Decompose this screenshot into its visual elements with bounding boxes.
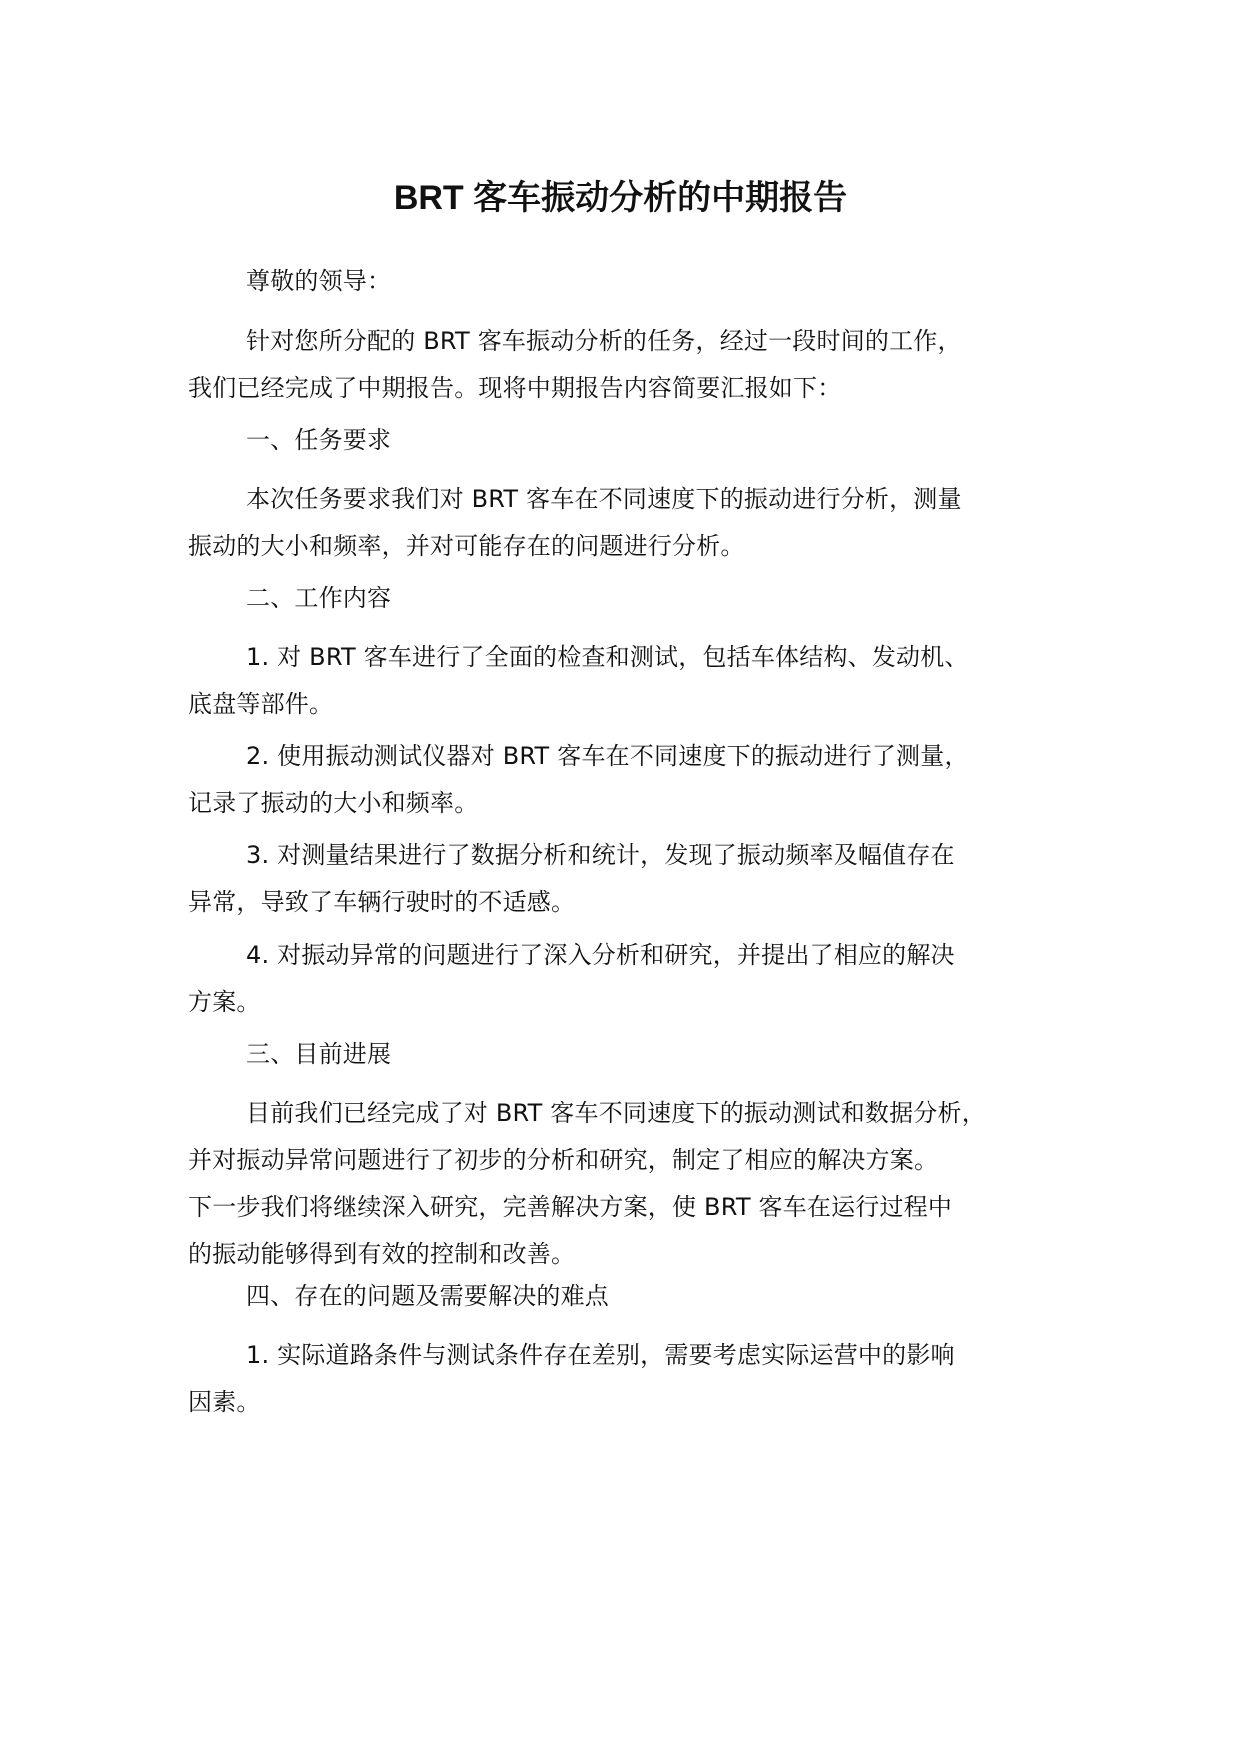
section-1-line-2: 振动的大小和频率，并对可能存在的问题进行分析。 xyxy=(188,532,745,560)
section-1-heading-text: 一、任务要求 xyxy=(246,426,392,454)
section-3-line-1: 目前我们已经完成了对 BRT 客车不同速度下的振动测试和数据分析， xyxy=(246,1099,986,1127)
section-4-item-1 xyxy=(188,1332,1088,1426)
section-2-item-2 xyxy=(188,733,1088,827)
section-2-item-3 xyxy=(188,832,1088,926)
section-2-item-3-line-1: 3. 对测量结果进行了数据分析和统计，发现了振动频率及幅值存在 xyxy=(246,841,955,869)
section-3-line-4: 的振动能够得到有效的控制和改善。 xyxy=(188,1240,576,1268)
section-2-item-1-line-2: 底盘等部件。 xyxy=(188,690,334,718)
section-1-line-1: 本次任务要求我们对 BRT 客车在不同速度下的振动进行分析，测量 xyxy=(246,485,962,513)
section-4-heading xyxy=(188,1273,1088,1320)
section-2-item-2-line-1: 2. 使用振动测试仪器对 BRT 客车在不同速度下的振动进行了测量， xyxy=(246,742,969,770)
salutation-text: 尊敬的领导： xyxy=(246,267,392,295)
section-2-heading xyxy=(188,575,1088,622)
section-2-item-1-line-1: 1. 对 BRT 客车进行了全面的检查和测试，包括车体结构、发动机、 xyxy=(246,643,969,671)
section-1-heading xyxy=(188,417,1088,464)
section-4-item-1-line-2: 因素。 xyxy=(188,1388,261,1416)
section-3-heading xyxy=(188,1031,1088,1078)
intro-line-1: 针对您所分配的 BRT 客车振动分析的任务，经过一段时间的工作， xyxy=(246,327,962,355)
section-3-line-2: 并对振动异常问题进行了初步的分析和研究，制定了相应的解决方案。 xyxy=(188,1146,939,1174)
salutation xyxy=(188,258,1088,305)
intro-paragraph xyxy=(188,318,1088,412)
section-3-paragraph xyxy=(188,1090,1088,1278)
section-4-item-1-line-1: 1. 实际道路条件与测试条件存在差别，需要考虑实际运营中的影响 xyxy=(246,1341,955,1369)
section-2-item-2-line-2: 记录了振动的大小和频率。 xyxy=(188,789,479,817)
section-2-item-3-line-2: 异常，导致了车辆行驶时的不适感。 xyxy=(188,888,576,916)
section-2-heading-text: 二、工作内容 xyxy=(246,584,392,612)
document-title: BRT 客车振动分析的中期报告 xyxy=(393,179,848,217)
section-2-item-1 xyxy=(188,634,1088,728)
section-2-item-4 xyxy=(188,932,1088,1026)
section-1-paragraph xyxy=(188,476,1088,570)
intro-line-2: 我们已经完成了中期报告。现将中期报告内容简要汇报如下： xyxy=(188,374,842,402)
section-2-item-4-line-2: 方案。 xyxy=(188,988,261,1016)
section-2-item-4-line-1: 4. 对振动异常的问题进行了深入分析和研究，并提出了相应的解决 xyxy=(246,941,955,969)
section-3-heading-text: 三、目前进展 xyxy=(246,1040,392,1068)
section-4-heading-text: 四、存在的问题及需要解决的难点 xyxy=(246,1282,609,1310)
section-3-line-3: 下一步我们将继续深入研究，完善解决方案，使 BRT 客车在运行过程中 xyxy=(188,1193,953,1221)
